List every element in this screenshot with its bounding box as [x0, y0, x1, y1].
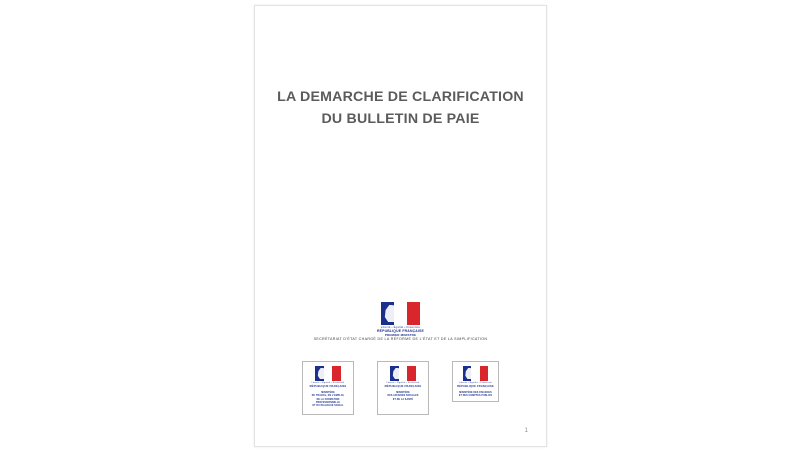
ministry-caption-line: DU TRAVAIL, DE L'EMPLOI,	[311, 395, 345, 398]
secretariat-line: SECRÉTARIAT D'ÉTAT CHARGÉ DE LA RÉFORME DE L'ÉTAT ET DE LA SIMPLIFICATION	[313, 337, 488, 341]
ministry-republic: RÉPUBLIQUE FRANÇAISE	[309, 384, 347, 388]
french-flag-marianne-icon	[390, 366, 416, 381]
ministry-logo-travail	[302, 361, 354, 415]
page-number: 1	[524, 428, 528, 434]
french-flag-marianne-icon	[463, 366, 489, 381]
flag-band-red	[332, 366, 341, 381]
ministry-caption-line: ET DES COMPTES PUBLICS	[458, 395, 493, 398]
ministry-caption-line: ET DE LA SANTÉ	[392, 398, 414, 401]
primary-logo-entity: PREMIER MINISTRE	[384, 332, 417, 337]
flag-band-red	[480, 366, 489, 381]
ministry-caption-line: DE LA FORMATION	[316, 398, 340, 401]
french-flag-marianne-icon	[381, 302, 421, 325]
document-page	[254, 5, 547, 447]
primary-logo-republic: RÉPUBLIQUE FRANÇAISE	[377, 329, 424, 334]
ministry-caption-line: DES AFFAIRES SOCIALES	[387, 395, 419, 398]
ministry-caption	[381, 392, 425, 402]
ministry-caption-line: PROFESSIONNELLE	[315, 401, 341, 404]
ministry-caption	[306, 392, 350, 409]
ministry-caption-line: MINISTÈRE DES FINANCES	[459, 391, 492, 394]
ministry-devise: Liberté • Égalité • Fraternité	[311, 382, 345, 384]
ministry-caption-line: MINISTÈRE	[321, 391, 335, 394]
ministry-caption-line: ET DU DIALOGUE SOCIAL	[312, 405, 344, 408]
primary-logo-devise: Liberté • Égalité • Fraternité	[380, 326, 421, 329]
ministry-logo-affaires-sociales	[377, 361, 429, 415]
ministry-devise: Liberté • Égalité • Fraternité	[386, 382, 420, 384]
page-title-line-2: DU BULLETIN DE PAIE	[321, 111, 480, 127]
ministry-republic: RÉPUBLIQUE FRANÇAISE	[384, 384, 422, 388]
ministry-logo-finances	[452, 361, 499, 402]
ministry-devise: Liberté • Égalité • Fraternité	[459, 382, 492, 384]
ministry-caption-line: MINISTÈRE	[396, 391, 410, 394]
primary-logo	[369, 302, 433, 337]
flag-band-red	[407, 302, 420, 325]
page-title	[255, 86, 546, 130]
ministry-republic: RÉPUBLIQUE FRANÇAISE	[457, 384, 494, 388]
page-title-line-1: LA DEMARCHE DE CLARIFICATION	[277, 89, 524, 105]
flag-band-red	[407, 366, 416, 381]
french-flag-marianne-icon	[315, 366, 341, 381]
ministry-logos	[255, 361, 546, 415]
ministry-caption	[456, 392, 495, 399]
